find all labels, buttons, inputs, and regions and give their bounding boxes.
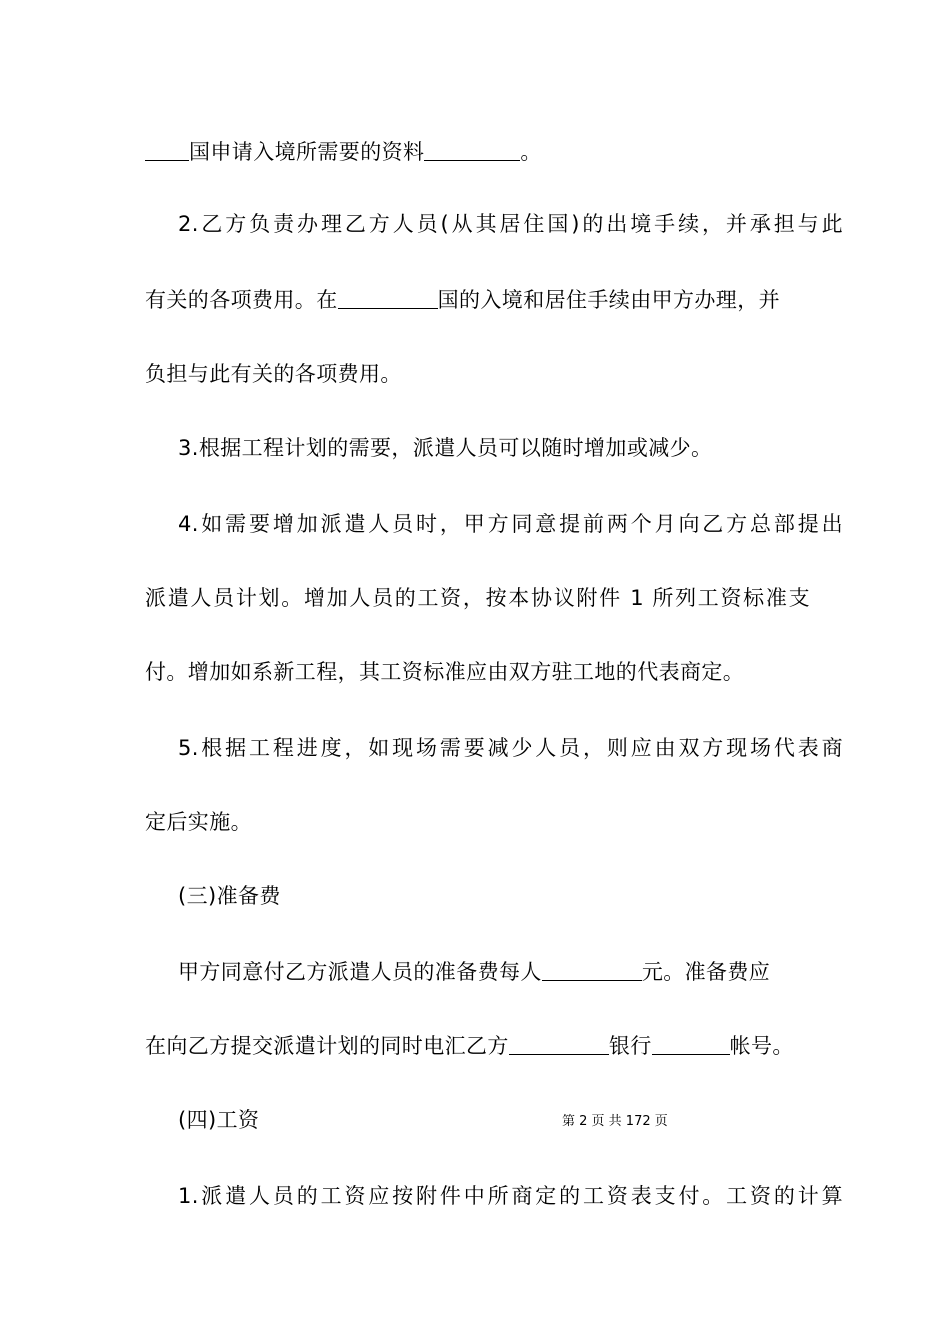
section-heading: (四)工资 [178,1108,260,1132]
paragraph-line: 派遣人员计划。增加人员的工资，按本协议附件 1 所列工资标准支 [145,586,810,610]
fill-in-blank [652,1034,730,1055]
paragraph-line: 付。增加如系新工程，其工资标准应由双方驻工地的代表商定。 [145,660,745,684]
fill-in-blank [338,288,438,309]
paragraph-line: 4.如需要增加派遣人员时，甲方同意提前两个月向乙方总部提出 [178,512,843,536]
paragraph-line: 定后实施。 [145,810,252,834]
paragraph-line: 1.派遣人员的工资应按附件中所商定的工资表支付。工资的计算 [178,1184,843,1208]
paragraph-line: 负担与此有关的各项费用。 [145,362,402,386]
fill-in-blank [542,960,642,981]
paragraph-line: 国申请入境所需要的资料 。 [145,138,810,166]
paragraph-line: 3.根据工程计划的需要，派遣人员可以随时增加或减少。 [178,436,713,460]
paragraph-line: 2.乙方负责办理乙方人员(从其居住国)的出境手续，并承担与此 [178,212,843,236]
paragraph-line: 在向乙方提交派遣计划的同时电汇乙方 银行 帐号。 [145,1034,794,1058]
paragraph-line: 甲方同意付乙方派遣人员的准备费每人 元。准备费应 [178,960,771,984]
paragraph-line: 有关的各项费用。在 国的入境和居住手续由甲方办理，并 [145,288,781,312]
fill-in-blank [424,140,520,161]
page-number-footer: 第 2 页 共 172 页 [562,1114,668,1129]
section-heading: (三)准备费 [178,884,281,908]
paragraph-line: 5.根据工程进度，如现场需要减少人员，则应由双方现场代表商 [178,736,843,760]
fill-in-blank [145,140,189,161]
fill-in-blank [509,1034,609,1055]
